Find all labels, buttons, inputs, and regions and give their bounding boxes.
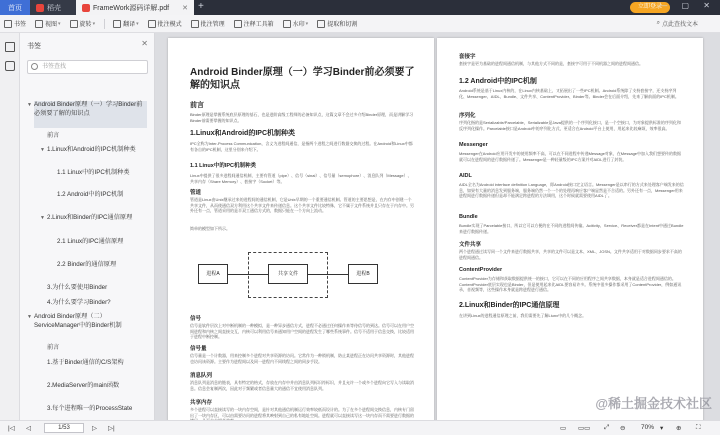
paragraph: 两个进程通过读写同一个文件来进行数据共享，共享的文件可以是文本、XML、JOSN。文件共享适用于对数据同步要求不高的进程间通信。	[459, 249, 682, 260]
bookmark-item[interactable]	[57, 191, 145, 200]
rotate-icon	[70, 20, 78, 28]
toolbar-watermark[interactable]	[283, 19, 309, 28]
bookmark-item-label: Android Binder原理（一）学习Binder前必须要了解的知识点	[34, 101, 143, 117]
bookmark-item[interactable]	[47, 359, 147, 368]
paragraph: IPC全称为Inter-Process Communication，含义为进程间通信，是指两个进程之间进行数据交换的过程。在Android和Linux中都有各自的IPC机制，这里分别来介绍下。	[190, 141, 413, 152]
toolbar-translate[interactable]	[113, 19, 139, 28]
paragraph: 信号量是一个计数器，用来控制多个进程对共享资源的访问。它常作为一种锁机制，防止某进程正在访问共享资源时，其他进程也访问该资源。主要作为进程间以及同一进程内不同线程之间的同步手段。	[190, 353, 414, 364]
double-page-view-icon[interactable]: ▭▭	[578, 425, 591, 432]
bookmark-item[interactable]	[47, 382, 147, 391]
comment-panel-icon[interactable]	[5, 61, 15, 71]
bookmark-item-label: 1.基于Binder通信的C/S架构	[47, 359, 124, 366]
diagram-arrow	[308, 274, 348, 275]
chevron-down-icon: ▾	[305, 20, 309, 27]
extract-icon	[317, 20, 325, 28]
chevron-down-icon: ▼	[40, 215, 45, 221]
bookmark-panel-title: 书签	[27, 43, 41, 50]
view-icon	[35, 20, 43, 28]
document-viewport[interactable]	[155, 33, 720, 420]
watermark-icon	[283, 20, 291, 28]
bookmark-item[interactable]	[47, 405, 147, 419]
title-bar	[0, 0, 720, 15]
bookmark-item[interactable]	[47, 132, 59, 141]
paragraph: Linux中提供了很多进程间通信机制，主要有管道（pipe）、信号（sinal）、信号量（semophore）、消息队列（Message）、共享内存（Share Memory）、套接字（Socket）等。	[190, 173, 412, 184]
bookmark-item[interactable]	[27, 101, 147, 128]
bookmark-item-label: 2.MediaServer的main函数	[47, 382, 120, 389]
toolbar-annotate-mode-label: 批注模式	[157, 22, 182, 28]
paragraph: 在讲到Linux的进程通信原理之前，我们需要先了解Liunx中的几个概念。	[459, 313, 587, 318]
bookmark-icon	[4, 20, 12, 28]
heading-message-queue: 消息队列	[190, 373, 213, 379]
bookmark-item[interactable]	[47, 344, 59, 353]
heading-file-sharing: 文件共享	[459, 242, 482, 248]
heading-section-1: 1.Linux和Android的IPC机制种类	[190, 130, 295, 137]
bookmark-item-label: Android Binder原理（二）ServiceManager中的Binder机制	[34, 313, 122, 329]
bookmark-panel	[20, 33, 155, 420]
paragraph: ContentProvider为存储和获取数据提供统一的接口，它可以在不同的应用程序之间共享数据，本身就是适合进程间通信的。ContentProvider底层实现也是Binder，但是使用起来比AIDL要容易许多。系统中很多操作都采用了ContentProvider，例如通讯录，音视频等，这些操作本身就是跨进程进行通信。	[459, 276, 682, 293]
toolbar-view[interactable]	[35, 19, 61, 28]
annotation-manager-icon	[191, 20, 199, 28]
bookmark-item[interactable]	[27, 313, 147, 330]
paragraph: 序列化指的是Serializable/Parcelable，Serializable是Java提供的一个序列化接口，是一个空接口，为对象提供标准的序列化和反序列化操作。Parcelable接口是Android中的序列化方式，更适合在Android平台上使用，用起来比较麻烦，效率很高。	[459, 120, 681, 131]
tab-document-label: FrameWork源码详解.pdf	[93, 4, 170, 12]
bookmark-item[interactable]	[57, 261, 145, 270]
search-icon: ⌕	[656, 20, 660, 26]
paragraph: Android系统是基于Linux内核的，在Linux内核基础上，又拓展出了一些IPC机制。Android系统除了支持套接字，还支持序列化、Messenger、AIDL、Bundle、文件共享、ContentProvider、Binder等。Binder会在后面介绍，先来了解前面的IPC机制。	[459, 88, 679, 99]
heading-preface: 前言	[190, 102, 204, 109]
paragraph: 管道是Linux由Unix继承过来的进程间的通信机制，它是Unix早期的一个重要通信机制。管道的主要思想是，在内存中创建一个共享文件，从而使通信双方利用这个共享文件来传递信息。这个共享文件比较特殊，它不属于文件系统并且只存在于内存中。另外还有一点，管道采用的是半双工通信方式的，数据只能在一个方向上流动。	[190, 197, 414, 214]
heading-bundle: Bundle	[459, 214, 478, 220]
heading-serialization: 序列化	[459, 113, 476, 119]
paragraph: Binder原理是掌握系统底层原理的基石，也是进阶高级工程师的必备知识点，这篇文章不会过多介绍Binder原理，而是讲解学习Binder前需要掌握的知识点。	[190, 112, 414, 123]
chevron-down-icon: ▼	[40, 147, 45, 153]
bookmark-item-label: 3.每个进程唯一的ProcessState	[47, 405, 133, 412]
chevron-down-icon: ▾	[92, 20, 96, 27]
tab-home[interactable]	[0, 0, 30, 15]
toolbar-translate-label: 翻译	[123, 22, 136, 28]
toolbar-rotate[interactable]	[70, 19, 96, 28]
toolbar-annotate-mode[interactable]	[148, 19, 182, 28]
toolbar-divider	[104, 19, 105, 29]
toolbar-annotation-tools-label: 注释工具箱	[243, 22, 274, 28]
paragraph: 套接字是更为基础的进程间通信机制，与其他方式不同的是，套接字可用于不同机器之间的进程间通信。	[459, 61, 643, 66]
next-page-icon[interactable]: ▷	[92, 425, 97, 432]
close-panel-icon[interactable]: ✕	[141, 39, 148, 48]
chevron-down-icon[interactable]: ▾	[660, 425, 664, 432]
tab-home-label: 首页	[8, 4, 22, 12]
toolbar-annotation-tools[interactable]	[234, 19, 274, 28]
heading-messenger: Messenger	[459, 142, 488, 148]
zoom-level[interactable]: 70%	[641, 424, 655, 431]
heading-pipe: 管道	[190, 190, 202, 196]
paragraph: Bundle实现了Parcelable接口，所以它可以方便的在不同的进程间传输。Acitivity、Service、Receiver都是在Intent中通过Bundle来进行数据传递。	[459, 223, 684, 234]
heading-semaphore: 信号量	[190, 346, 207, 352]
zoom-out-icon[interactable]: ⊖	[620, 425, 626, 432]
bookmark-item-label: 前言	[47, 132, 60, 139]
pdf-page-1	[168, 38, 434, 433]
left-rail	[0, 33, 20, 420]
tab-docer[interactable]	[30, 0, 76, 15]
heading-shared-memory: 共享内存	[190, 400, 213, 406]
bookmark-item[interactable]	[47, 299, 147, 308]
heading-aidl: AIDL	[459, 173, 472, 179]
search-icon	[31, 63, 38, 70]
heading-socket: 套接字	[459, 54, 476, 60]
diagram-box-process-b: 进程B	[348, 264, 378, 284]
document-search-label: 点此查找文本	[661, 22, 698, 28]
prev-page-icon[interactable]: ◁	[26, 425, 31, 432]
toolbar-rotate-label: 旋转	[79, 22, 92, 28]
bookmark-item[interactable]	[57, 169, 145, 178]
chevron-down-icon: ▼	[27, 314, 32, 320]
translate-icon	[113, 20, 121, 28]
tab-docer-label: 稻壳	[47, 4, 61, 12]
paragraph: Messenger在Android应用开发中的使用频率不高，可以在不同进程中传递Message对象，在Message中加入我们想要传的数据就可以在进程间的进行数据传递了。Messenger是一种轻量级的IPC方案并对AIDL进行了封装。	[459, 151, 682, 162]
diagram-arrow	[228, 274, 268, 275]
tab-document[interactable]	[76, 0, 194, 15]
bookmark-panel-icon[interactable]	[5, 42, 15, 52]
last-page-icon[interactable]: ▷|	[108, 425, 115, 432]
bookmark-item-label: 2.Linux和Binder的IPC通信原理	[47, 214, 133, 221]
bookmark-item-label: 1.Linux和Android的IPC机制种类	[47, 146, 136, 153]
diagram-box-shared-file: 共享文件	[268, 264, 308, 284]
toolbar-bookmark-label: 书签	[14, 22, 27, 28]
paragraph: 简单的模型如下所示。	[190, 226, 230, 231]
bookmark-item-label: 2.2 Binder的通信原理	[57, 261, 117, 268]
bookmark-search-input[interactable]	[27, 60, 148, 74]
bookmark-item-label: 1.1 Linux中的IPC机制种类	[57, 169, 130, 176]
single-page-view-icon[interactable]: ▭	[560, 425, 567, 432]
close-tab-icon[interactable]: ✕	[182, 4, 188, 12]
paragraph: 信号是软件层次上对中断机制的一种模拟，是一种异步通信方式，进程不必通过任何操作来等待信号的到达。信号可以在用户空间进程和内核之间直接交互，内核可以利用信号来通知用户空间的进程发生了哪些系统事件。信号不适用于信息交换，比较适用于进程中断控制。	[190, 323, 414, 340]
bookmark-search-placeholder: 书签查找	[42, 64, 67, 70]
toolbar-extract-split-label: 提取和切割	[327, 22, 358, 28]
first-page-icon[interactable]: |◁	[8, 425, 15, 432]
paragraph: AIDL全名为Android interface definition Language，即Android接口定义语言。Messenger是以串行的方式来处理客户端发来的信息，如果有大量的消息发到服务端，服务端仍然一个一个的处理再响应客户端显然是不合适的。另外还有一点，Messenger用来进程间进行数据传递但是却不能满足跨进程的方法调用，这个时候就需要使用AIDL了。	[459, 182, 684, 199]
docer-icon	[36, 4, 44, 12]
site-watermark: @稀土掘金技术社区	[595, 396, 712, 411]
diagram-box-process-a: 进程A	[198, 264, 228, 284]
status-bar	[0, 420, 720, 435]
document-search[interactable]	[657, 18, 698, 29]
bookmark-item[interactable]	[57, 238, 145, 247]
fullscreen-icon[interactable]: ⛶	[696, 424, 701, 431]
chevron-down-icon: ▼	[27, 102, 32, 108]
heading-section-1-2: 1.2 Android中的IPC机制	[459, 78, 537, 85]
annotate-icon	[148, 20, 156, 28]
toolbox-icon	[234, 20, 242, 28]
zoom-in-icon[interactable]: ⊕	[676, 425, 682, 432]
new-tab-icon[interactable]: +	[198, 1, 204, 12]
pdf-page-2	[437, 38, 703, 433]
toolbar-watermark-label: 水印	[292, 22, 305, 28]
document-title: Android Binder原理（一）学习Binder前必须要了解的知识点	[190, 67, 415, 91]
bookmark-item[interactable]	[40, 146, 147, 155]
page-number-input[interactable]: 1/53	[44, 423, 84, 433]
toolbar-bookmark[interactable]	[4, 19, 26, 28]
paragraph: 消息队列是消息的链表，具有特定的格式，存放在内存中并由消息队列标识符标识，并且允许一个或多个进程向它写入与读取消息。信息会复制两次，因此对于频繁或者信息量大的通信不宜使用消息队列。	[190, 380, 414, 391]
pdf-icon	[82, 4, 90, 12]
heading-signal: 信号	[190, 316, 202, 322]
paragraph: 多个进程可以直接读写的一块内存空间，是针对其他通信机制运行效率较低而设计的。为了在多个进程间交换信息，内核专门留出了一块内存区，可以由需要访问的进程将其映射到自己的私有地址空间。进程就可以直接读写这一块内存而不需要进行数据的	[190, 407, 414, 418]
toolbar-view-label: 视图	[45, 22, 58, 28]
bookmark-item[interactable]	[40, 214, 147, 223]
chevron-down-icon: ▾	[136, 20, 139, 27]
bookmark-item-label: 4.为什么要学习Binder?	[47, 299, 111, 306]
toolbar-extract-split[interactable]	[317, 19, 357, 28]
chevron-down-icon: ▾	[58, 20, 61, 27]
window-controls[interactable]: — ▢ ✕	[659, 1, 716, 10]
heading-section-1-1: 1.1 Linux中的IPC机制种类	[190, 163, 257, 169]
heading-section-2: 2.Linux和Binder的IPC通信原理	[459, 302, 560, 309]
bookmark-item[interactable]	[47, 284, 147, 293]
fit-page-icon[interactable]: ⤢	[604, 424, 610, 431]
toolbar-annotate-manage[interactable]	[191, 19, 225, 28]
bookmark-item-label: 3.为什么要使用Binder	[47, 284, 108, 291]
login-button[interactable]: 立即登录	[630, 2, 670, 13]
bookmark-item-label: 前言	[47, 344, 60, 351]
toolbar-annotate-manage-label: 批注管理	[200, 22, 225, 28]
heading-content-provider: ContentProvider	[459, 267, 503, 273]
toolbar	[0, 15, 720, 33]
bookmark-item-label: 1.2 Android中的IPC机制	[57, 191, 124, 198]
bookmark-item-label: 2.1 Linux的IPC通信原理	[57, 238, 124, 245]
